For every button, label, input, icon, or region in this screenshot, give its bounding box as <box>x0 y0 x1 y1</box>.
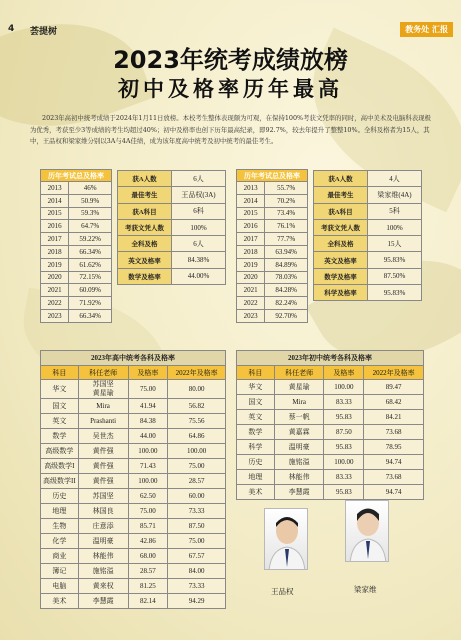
teacher-cell: 黄件强 <box>78 474 128 489</box>
rate-cell: 55.7% <box>265 182 308 195</box>
pass-rate-cell: 41.94 <box>128 399 168 414</box>
subject-cell: 地理 <box>237 470 275 485</box>
rate-cell: 61.62% <box>69 258 112 271</box>
subject-cell: 高级数学II <box>41 474 79 489</box>
stat-value: 6人 <box>172 236 226 252</box>
stat-value: 100% <box>368 219 422 235</box>
prev-pass-rate-cell: 78.95 <box>364 440 424 455</box>
table-row <box>118 187 226 203</box>
prev-pass-rate-cell: 75.00 <box>168 459 226 474</box>
prev-pass-rate-cell: 94.74 <box>364 455 424 470</box>
table-row <box>41 399 226 414</box>
year-cell: 2020 <box>237 271 265 284</box>
pass-rate-cell: 75.00 <box>128 380 168 399</box>
table-row <box>41 380 226 399</box>
rate-cell: 59.3% <box>69 207 112 220</box>
table-row <box>237 284 308 297</box>
pass-rate-cell: 83.33 <box>324 395 364 410</box>
year-cell: 2022 <box>237 297 265 310</box>
year-cell: 2014 <box>237 194 265 207</box>
stat-value: 王品权(3A) <box>172 187 226 203</box>
prev-pass-rate-cell: 73.33 <box>168 579 226 594</box>
table-row <box>41 519 226 534</box>
prev-pass-rate-cell: 64.86 <box>168 429 226 444</box>
prev-pass-rate-cell: 87.50 <box>168 519 226 534</box>
year-cell: 2015 <box>41 207 69 220</box>
stat-label: 最佳考生 <box>118 187 172 203</box>
junior-subjects-table <box>236 350 424 500</box>
prev-pass-rate-cell: 67.57 <box>168 549 226 564</box>
subject-cell: 华文 <box>41 380 79 399</box>
table-row <box>41 258 112 271</box>
year-cell: 2021 <box>41 284 69 297</box>
stat-value: 6科 <box>172 203 226 219</box>
stat-label: 获A人数 <box>118 171 172 187</box>
table-caption: 2023年高中统考各科及格率 <box>41 351 226 366</box>
table-row <box>41 297 112 310</box>
table-row <box>41 194 112 207</box>
stat-value: 梁家维(4A) <box>368 187 422 203</box>
teacher-cell: 林能伟 <box>274 470 324 485</box>
teacher-cell: 黄件强 <box>78 444 128 459</box>
subject-cell: 数学 <box>41 429 79 444</box>
table-row <box>118 171 226 187</box>
teacher-cell: Prashanti <box>78 414 128 429</box>
table-row <box>41 182 112 195</box>
teacher-cell: 温明豪 <box>78 534 128 549</box>
table-row <box>41 444 226 459</box>
rate-cell: 73.4% <box>265 207 308 220</box>
table-row <box>41 284 112 297</box>
pass-rate-cell: 84.38 <box>128 414 168 429</box>
teacher-cell: 黄来权 <box>78 579 128 594</box>
table-header: 历年考试总及格率 <box>41 170 112 182</box>
rate-cell: 78.03% <box>265 271 308 284</box>
table-row <box>237 258 308 271</box>
prev-pass-rate-cell: 73.33 <box>168 504 226 519</box>
stat-value: 95.83% <box>368 252 422 268</box>
prev-pass-rate-cell: 89.47 <box>364 380 424 395</box>
prev-pass-rate-cell: 68.42 <box>364 395 424 410</box>
rate-cell: 70.2% <box>265 194 308 207</box>
rate-cell: 71.92% <box>69 297 112 310</box>
student-name: 梁家维 <box>354 585 377 594</box>
teacher-cell: 黄件强 <box>78 459 128 474</box>
rate-cell: 60.09% <box>69 284 112 297</box>
pass-rate-cell: 28.57 <box>128 564 168 579</box>
stat-label: 数学及格率 <box>118 268 172 284</box>
table-row <box>237 271 308 284</box>
pass-rate-cell: 87.50 <box>324 425 364 440</box>
table-row <box>237 194 308 207</box>
subject-cell: 电脑 <box>41 579 79 594</box>
stat-label: 获A科目 <box>118 203 172 219</box>
table-row <box>237 455 424 470</box>
subject-cell: 化学 <box>41 534 79 549</box>
table-row <box>237 207 308 220</box>
rate-cell: 59.22% <box>69 233 112 246</box>
subject-cell: 历史 <box>237 455 275 470</box>
prev-pass-rate-cell: 84.21 <box>364 410 424 425</box>
pass-rate-cell: 95.83 <box>324 440 364 455</box>
year-cell: 2020 <box>41 271 69 284</box>
table-row <box>41 309 112 322</box>
column-header: 科任老师 <box>274 366 324 380</box>
table-row <box>41 220 112 233</box>
prev-pass-rate-cell: 75.00 <box>168 534 226 549</box>
prev-pass-rate-cell: 28.57 <box>168 474 226 489</box>
subject-cell: 商业 <box>41 549 79 564</box>
prev-pass-rate-cell: 94.29 <box>168 594 226 609</box>
subject-cell: 英文 <box>41 414 79 429</box>
table-row <box>118 203 226 219</box>
intro-paragraph: 2023年高初中统考成绩于2024年1月11日放榜。本校考生整体表现颇为可观，在保持100%考获文凭率的同时，高中美术及电脑科表现极为优秀，考获至少3等成绩的考生均超过40%；初中及格率也创下历年最高纪录，即92.7%，较去年提升了整整10%。全科及格者为15人，其中，王品权和梁家维分别以3A与4A佳绩，成为该年度高中统考及初中统考的最佳考生。 <box>30 114 431 145</box>
year-cell: 2021 <box>237 284 265 297</box>
stat-label: 考获文凭人数 <box>118 219 172 235</box>
table-row <box>237 485 424 500</box>
rate-cell: 46% <box>69 182 112 195</box>
stat-value: 44.00% <box>172 268 226 284</box>
pass-rate-cell: 100.00 <box>128 474 168 489</box>
teacher-cell: 林能伟 <box>78 549 128 564</box>
pass-rate-cell: 82.14 <box>128 594 168 609</box>
teacher-cell: 苏国坚 <box>78 489 128 504</box>
table-row <box>314 219 422 235</box>
table-row <box>41 459 226 474</box>
table-row <box>41 414 226 429</box>
page-header <box>0 0 461 38</box>
stat-label: 全科及格 <box>314 236 368 252</box>
stat-value: 5科 <box>368 203 422 219</box>
table-row <box>237 440 424 455</box>
prev-pass-rate-cell: 60.00 <box>168 489 226 504</box>
table-row <box>314 236 422 252</box>
prev-pass-rate-cell: 75.56 <box>168 414 226 429</box>
year-cell: 2017 <box>41 233 69 246</box>
teacher-cell: Mira <box>78 399 128 414</box>
teacher-cell: 庄意添 <box>78 519 128 534</box>
table-caption: 2023年初中统考各科及格率 <box>237 351 424 366</box>
teacher-cell: 李慧霞 <box>78 594 128 609</box>
year-cell: 2022 <box>41 297 69 310</box>
table-row <box>118 268 226 284</box>
pass-rate-cell: 95.83 <box>324 485 364 500</box>
pass-rate-cell: 85.71 <box>128 519 168 534</box>
rate-cell: 84.28% <box>265 284 308 297</box>
department-badge: 教务处 汇报 <box>400 22 453 37</box>
year-cell: 2018 <box>41 245 69 258</box>
prev-pass-rate-cell: 73.68 <box>364 425 424 440</box>
stat-value: 15人 <box>368 236 422 252</box>
year-cell: 2016 <box>41 220 69 233</box>
table-row <box>237 233 308 246</box>
stat-label: 最佳考生 <box>314 187 368 203</box>
subject-cell: 美术 <box>237 485 275 500</box>
pass-rate-cell: 75.00 <box>128 504 168 519</box>
prev-pass-rate-cell: 80.00 <box>168 380 226 399</box>
table-row <box>314 285 422 301</box>
pass-rate-cell: 68.00 <box>128 549 168 564</box>
table-header: 历年考试总及格率 <box>237 170 308 182</box>
table-row <box>314 252 422 268</box>
rate-cell: 72.15% <box>69 271 112 284</box>
table-row <box>118 236 226 252</box>
table-row <box>118 219 226 235</box>
subject-cell: 华文 <box>237 380 275 395</box>
student-photo <box>264 508 308 570</box>
prev-pass-rate-cell: 84.00 <box>168 564 226 579</box>
table-row <box>41 579 226 594</box>
stat-value: 84.38% <box>172 252 226 268</box>
table-row <box>237 470 424 485</box>
rate-cell: 76.1% <box>265 220 308 233</box>
stat-label: 数学及格率 <box>314 268 368 284</box>
page-title: 2023年统考成绩放榜 <box>113 46 348 74</box>
table-row <box>237 182 308 195</box>
teacher-cell: 黄星瑜 <box>274 380 324 395</box>
stat-value: 100% <box>172 219 226 235</box>
table-row <box>41 429 226 444</box>
stat-label: 全科及格 <box>118 236 172 252</box>
subject-cell: 历史 <box>41 489 79 504</box>
stat-label: 获A人数 <box>314 171 368 187</box>
table-row <box>237 245 308 258</box>
subject-cell: 生物 <box>41 519 79 534</box>
rate-cell: 77.7% <box>265 233 308 246</box>
subject-cell: 国文 <box>41 399 79 414</box>
table-row <box>237 309 308 322</box>
teacher-cell: 施铭溢 <box>274 455 324 470</box>
table-row <box>41 489 226 504</box>
year-cell: 2015 <box>237 207 265 220</box>
table-row <box>118 252 226 268</box>
rate-cell: 92.70% <box>265 309 308 322</box>
teacher-cell: 蔡一帆 <box>274 410 324 425</box>
table-row <box>237 410 424 425</box>
column-header: 科目 <box>41 366 79 380</box>
year-cell: 2014 <box>41 194 69 207</box>
rate-cell: 82.24% <box>265 297 308 310</box>
teacher-cell: 苏国坚 黄星瑜 <box>78 380 128 399</box>
column-header: 及格率 <box>324 366 364 380</box>
column-header: 科目 <box>237 366 275 380</box>
table-row <box>41 474 226 489</box>
prev-pass-rate-cell: 56.82 <box>168 399 226 414</box>
year-cell: 2023 <box>41 309 69 322</box>
table-row <box>41 549 226 564</box>
year-cell: 2016 <box>237 220 265 233</box>
pass-rate-cell: 42.86 <box>128 534 168 549</box>
table-row <box>314 203 422 219</box>
prev-pass-rate-cell: 73.68 <box>364 470 424 485</box>
year-cell: 2019 <box>237 258 265 271</box>
prev-pass-rate-cell: 100.00 <box>168 444 226 459</box>
subject-cell: 美术 <box>41 594 79 609</box>
rate-cell: 66.34% <box>69 245 112 258</box>
teacher-cell: 黄嘉霖 <box>274 425 324 440</box>
pass-rate-cell: 83.33 <box>324 470 364 485</box>
subject-cell: 数学 <box>237 425 275 440</box>
column-header: 2022年及格率 <box>364 366 424 380</box>
teacher-cell: 吴世杰 <box>78 429 128 444</box>
rate-cell: 63.94% <box>265 245 308 258</box>
stat-value: 95.83% <box>368 285 422 301</box>
stat-value: 6人 <box>172 171 226 187</box>
subject-cell: 国文 <box>237 395 275 410</box>
table-row <box>314 268 422 284</box>
subject-cell: 高级数学 <box>41 444 79 459</box>
subject-cell: 高级数学I <box>41 459 79 474</box>
pass-rate-cell: 100.00 <box>324 455 364 470</box>
stat-label: 考获文凭人数 <box>314 219 368 235</box>
prev-pass-rate-cell: 94.74 <box>364 485 424 500</box>
junior-stats-table <box>313 170 422 301</box>
junior-history-table <box>236 169 308 323</box>
pass-rate-cell: 100.00 <box>128 444 168 459</box>
table-row <box>237 395 424 410</box>
year-cell: 2018 <box>237 245 265 258</box>
table-row <box>41 271 112 284</box>
senior-history-table <box>40 169 112 323</box>
senior-subjects-table <box>40 350 226 609</box>
student-name: 王品权 <box>271 587 294 596</box>
stat-value: 4人 <box>368 171 422 187</box>
teacher-cell: 施铭溢 <box>78 564 128 579</box>
column-header: 科任老师 <box>78 366 128 380</box>
table-row <box>237 425 424 440</box>
stat-label: 英文及格率 <box>314 252 368 268</box>
table-row <box>314 171 422 187</box>
column-header: 及格率 <box>128 366 168 380</box>
table-row <box>237 380 424 395</box>
table-row <box>41 594 226 609</box>
table-row <box>41 504 226 519</box>
page-number: 4 <box>8 24 15 34</box>
table-row <box>41 534 226 549</box>
subject-cell: 科学 <box>237 440 275 455</box>
teacher-cell: Mira <box>274 395 324 410</box>
subject-cell: 英文 <box>237 410 275 425</box>
table-row <box>237 297 308 310</box>
table-row <box>41 233 112 246</box>
stat-value: 87.50% <box>368 268 422 284</box>
year-cell: 2013 <box>41 182 69 195</box>
table-row <box>41 245 112 258</box>
table-row <box>41 564 226 579</box>
rate-cell: 50.9% <box>69 194 112 207</box>
table-row <box>314 187 422 203</box>
senior-stats-table <box>117 170 226 285</box>
subject-cell: 地理 <box>41 504 79 519</box>
pass-rate-cell: 71.43 <box>128 459 168 474</box>
column-header: 2022年及格率 <box>168 366 226 380</box>
pass-rate-cell: 95.83 <box>324 410 364 425</box>
table-row <box>41 207 112 220</box>
page-subtitle: 初中及格率历年最高 <box>118 76 343 101</box>
rate-cell: 84.89% <box>265 258 308 271</box>
subject-cell: 簿记 <box>41 564 79 579</box>
rate-cell: 64.7% <box>69 220 112 233</box>
stat-label: 获A科目 <box>314 203 368 219</box>
year-cell: 2023 <box>237 309 265 322</box>
pass-rate-cell: 62.50 <box>128 489 168 504</box>
publication-name: 荟提树 <box>30 27 58 37</box>
rate-cell: 66.34% <box>69 309 112 322</box>
year-cell: 2013 <box>237 182 265 195</box>
pass-rate-cell: 81.25 <box>128 579 168 594</box>
year-cell: 2019 <box>41 258 69 271</box>
teacher-cell: 林国良 <box>78 504 128 519</box>
pass-rate-cell: 100.00 <box>324 380 364 395</box>
teacher-cell: 李慧霞 <box>274 485 324 500</box>
stat-label: 科学及格率 <box>314 285 368 301</box>
pass-rate-cell: 44.00 <box>128 429 168 444</box>
teacher-cell: 温明豪 <box>274 440 324 455</box>
table-row <box>237 220 308 233</box>
year-cell: 2017 <box>237 233 265 246</box>
stat-label: 英文及格率 <box>118 252 172 268</box>
student-photo <box>345 500 389 562</box>
